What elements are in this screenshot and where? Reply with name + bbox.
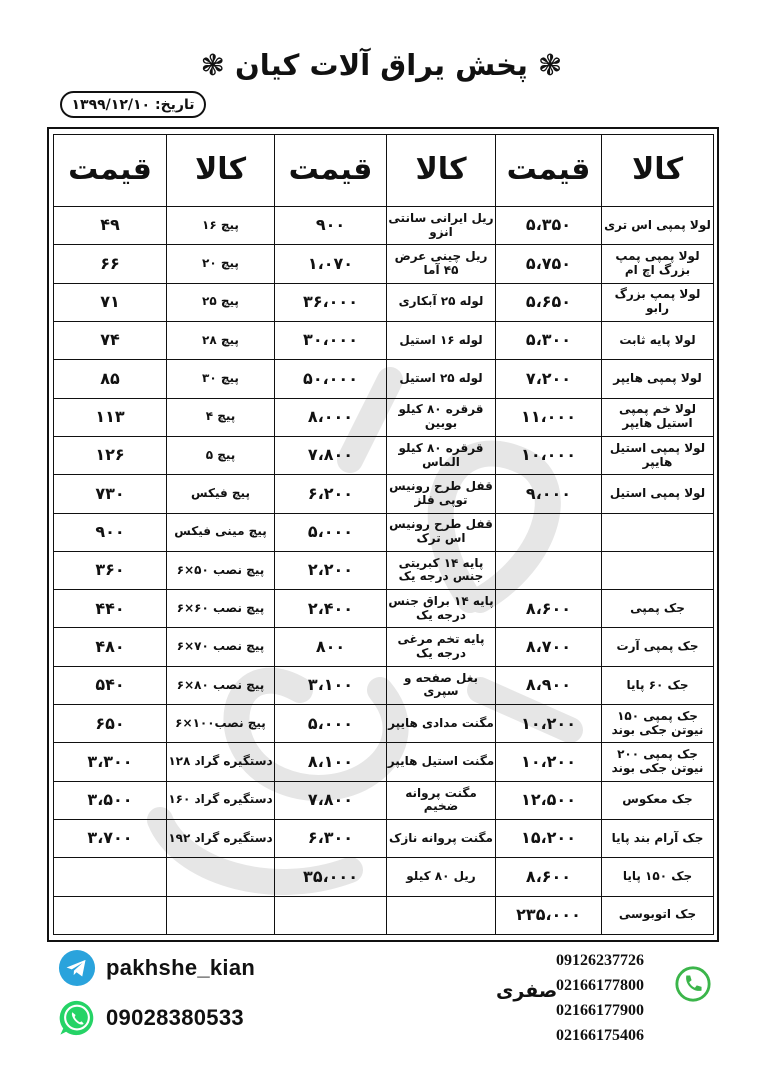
item-cell: قفل طرح رونیس اس ترک [387, 513, 496, 551]
column-header-item: کالا [167, 135, 275, 207]
item-cell: ریل ایرانی سانتی انزو [387, 207, 496, 245]
price-cell: ۶،۳۰۰ [275, 820, 387, 858]
whatsapp-number: 09028380533 [106, 1005, 244, 1030]
price-cell: ۵۴۰ [54, 666, 167, 704]
item-cell: پایه ۱۴ براق جنس درجه یک [387, 590, 496, 628]
item-cell: مگنت پروانه ضخیم [387, 781, 496, 819]
table-row [54, 781, 714, 819]
item-cell: پایه ۱۴ کبریتی جنس درجه یک [387, 551, 496, 589]
page-title: ❃ پخش یراق آلات کیان ❃ [200, 48, 563, 82]
price-cell: ۵،۰۰۰ [275, 513, 387, 551]
whatsapp-contact[interactable] [58, 998, 255, 1038]
table-row [54, 245, 714, 283]
price-cell: ۵،۳۵۰ [496, 207, 602, 245]
price-cell: ۲۳۵،۰۰۰ [496, 896, 602, 934]
item-cell [167, 896, 275, 934]
item-cell: دستگیره گراد ۱۹۲ [167, 820, 275, 858]
item-cell: لولا پمپی هایپر [602, 360, 714, 398]
item-cell: مگنت استیل هایپر [387, 743, 496, 781]
price-cell: ۱۰،۲۰۰ [496, 705, 602, 743]
price-cell: ۳۶،۰۰۰ [275, 283, 387, 321]
item-cell [387, 896, 496, 934]
item-cell: پیچ ۴ [167, 398, 275, 436]
item-cell: پایه تخم مرغی درجه یک [387, 628, 496, 666]
column-header-item: کالا [602, 135, 714, 207]
price-cell: ۸،۷۰۰ [496, 628, 602, 666]
item-cell: جک اتوبوسی [602, 896, 714, 934]
date-badge: تاریخ: ۱۳۹۹/۱۲/۱۰ [60, 91, 206, 118]
item-cell: پیچ نصب۱۰۰×۶ [167, 705, 275, 743]
item-cell [167, 858, 275, 896]
price-cell: ۸،۱۰۰ [275, 743, 387, 781]
price-cell: ۳،۵۰۰ [54, 781, 167, 819]
price-cell: ۳۶۰ [54, 551, 167, 589]
item-cell: مگنت مدادی هایپر [387, 705, 496, 743]
item-cell [602, 551, 714, 589]
price-cell: ۱،۰۷۰ [275, 245, 387, 283]
price-cell: ۳،۷۰۰ [54, 820, 167, 858]
price-cell: ۶۶ [54, 245, 167, 283]
price-cell: ۱۲۶ [54, 436, 167, 474]
column-header-price: قیمت [54, 135, 167, 207]
price-cell: ۸۵ [54, 360, 167, 398]
price-cell: ۱۱،۰۰۰ [496, 398, 602, 436]
phone-icon [674, 965, 712, 1003]
price-cell: ۱۱۳ [54, 398, 167, 436]
item-cell: لولا پمپی اس تری [602, 207, 714, 245]
price-cell: ۸،۶۰۰ [496, 590, 602, 628]
item-cell: لولا پایه ثابت [602, 321, 714, 359]
item-cell: پیچ ۲۵ [167, 283, 275, 321]
table-row [54, 820, 714, 858]
price-cell: ۳۰،۰۰۰ [275, 321, 387, 359]
price-cell: ۹۰۰ [275, 207, 387, 245]
item-cell: جک معکوس [602, 781, 714, 819]
price-cell: ۵،۰۰۰ [275, 705, 387, 743]
phone-number[interactable]: 02166177800 [556, 977, 644, 994]
table-row [54, 551, 714, 589]
table-row [54, 360, 714, 398]
telegram-handle: pakhshe_kian [106, 955, 256, 980]
phone-number[interactable]: 09126237726 [556, 952, 644, 969]
price-cell: ۴۸۰ [54, 628, 167, 666]
table-row [54, 666, 714, 704]
item-cell: پیچ نصب ۷۰×۶ [167, 628, 275, 666]
item-cell: جک پمپی [602, 590, 714, 628]
table-row [54, 896, 714, 934]
item-cell: پیچ مینی فیکس [167, 513, 275, 551]
column-header-item: کالا [387, 135, 496, 207]
price-cell: ۱۵،۲۰۰ [496, 820, 602, 858]
phone-number[interactable]: 02166175406 [556, 1027, 644, 1044]
social-contacts [58, 948, 255, 1048]
phone-number[interactable]: 02166177900 [556, 1002, 644, 1019]
item-cell: پیچ نصب ۶۰×۶ [167, 590, 275, 628]
item-cell: دستگیره گراد ۱۶۰ [167, 781, 275, 819]
item-cell: پیچ ۲۸ [167, 321, 275, 359]
table-body [54, 207, 714, 935]
item-cell: لوله ۲۵ استیل [387, 360, 496, 398]
item-cell: پیچ ۵ [167, 436, 275, 474]
item-cell: لولا پمپی استیل هایپر [602, 436, 714, 474]
item-cell: لولا پمپ بزرگ رابو [602, 283, 714, 321]
table-row [54, 743, 714, 781]
price-cell: ۵،۷۵۰ [496, 245, 602, 283]
phone-list [556, 948, 666, 1048]
price-cell: ۸،۰۰۰ [275, 398, 387, 436]
price-cell: ۳،۱۰۰ [275, 666, 387, 704]
item-cell: پیچ فیکس [167, 475, 275, 513]
table-row [54, 705, 714, 743]
price-cell: ۷،۲۰۰ [496, 360, 602, 398]
item-cell: قرقره ۸۰ کیلو الماس [387, 436, 496, 474]
table-row [54, 207, 714, 245]
table-row [54, 590, 714, 628]
price-cell: ۳۵،۰۰۰ [275, 858, 387, 896]
item-cell: جک ۶۰ پایا [602, 666, 714, 704]
price-cell: ۷،۸۰۰ [275, 436, 387, 474]
item-cell: پیچ ۱۶ [167, 207, 275, 245]
price-cell: ۸،۹۰۰ [496, 666, 602, 704]
price-cell: ۸،۶۰۰ [496, 858, 602, 896]
price-cell: ۶،۲۰۰ [275, 475, 387, 513]
item-cell: مگنت پروانه نازک [387, 820, 496, 858]
item-cell: پیچ ۲۰ [167, 245, 275, 283]
table-row [54, 283, 714, 321]
price-cell: ۵،۶۵۰ [496, 283, 602, 321]
price-cell: ۶۵۰ [54, 705, 167, 743]
contact-name: صفری [496, 980, 558, 1002]
item-cell: بغل صفحه و سپری [387, 666, 496, 704]
telegram-contact[interactable] [58, 948, 255, 988]
price-cell: ۵۰،۰۰۰ [275, 360, 387, 398]
table-header-row [54, 135, 714, 207]
price-cell [54, 896, 167, 934]
price-cell: ۷۱ [54, 283, 167, 321]
price-cell: ۷۴ [54, 321, 167, 359]
price-cell: ۸۰۰ [275, 628, 387, 666]
price-cell [275, 896, 387, 934]
table-row [54, 628, 714, 666]
item-cell: پیچ نصب ۵۰×۶ [167, 551, 275, 589]
item-cell: جک پمپی ۲۰۰ نیوتن جکی بوند [602, 743, 714, 781]
whatsapp-icon [58, 999, 96, 1037]
item-cell: ریل ۸۰ کیلو [387, 858, 496, 896]
price-cell: ۷۳۰ [54, 475, 167, 513]
item-cell: لوله ۲۵ آبکاری [387, 283, 496, 321]
table-row [54, 321, 714, 359]
item-cell: جک پمپی ۱۵۰ نیوتن جکی بوند [602, 705, 714, 743]
price-cell: ۱۰،۲۰۰ [496, 743, 602, 781]
price-cell: ۹،۰۰۰ [496, 475, 602, 513]
price-cell: ۴۴۰ [54, 590, 167, 628]
price-cell: ۱۲،۵۰۰ [496, 781, 602, 819]
item-cell [602, 513, 714, 551]
price-cell: ۱۰،۰۰۰ [496, 436, 602, 474]
item-cell: پیچ ۳۰ [167, 360, 275, 398]
table-row [54, 475, 714, 513]
price-cell: ۹۰۰ [54, 513, 167, 551]
price-cell: ۲،۴۰۰ [275, 590, 387, 628]
item-cell: دستگیره گراد ۱۲۸ [167, 743, 275, 781]
column-header-price: قیمت [496, 135, 602, 207]
price-cell: ۵،۳۰۰ [496, 321, 602, 359]
price-cell [496, 551, 602, 589]
table-row [54, 513, 714, 551]
price-cell: ۷،۸۰۰ [275, 781, 387, 819]
item-cell: جک ۱۵۰ پایا [602, 858, 714, 896]
item-cell: قرقره ۸۰ کیلو بوبین [387, 398, 496, 436]
price-cell [496, 513, 602, 551]
telegram-icon [58, 949, 96, 987]
item-cell: قفل طرح رونیس توپی فلز [387, 475, 496, 513]
table-row [54, 398, 714, 436]
item-cell: جک آرام بند پایا [602, 820, 714, 858]
price-cell: ۳،۳۰۰ [54, 743, 167, 781]
column-header-price: قیمت [275, 135, 387, 207]
table-row [54, 436, 714, 474]
item-cell: لوله ۱۶ استیل [387, 321, 496, 359]
item-cell: لولا پمپی پمپ بزرگ اچ ام [602, 245, 714, 283]
price-cell: ۲،۲۰۰ [275, 551, 387, 589]
price-cell: ۴۹ [54, 207, 167, 245]
item-cell: جک پمپی آرت [602, 628, 714, 666]
item-cell: لولا پمپی استیل [602, 475, 714, 513]
item-cell: لولا خم پمپی استیل هایپر [602, 398, 714, 436]
table-row [54, 858, 714, 896]
price-table [53, 134, 714, 935]
price-cell [54, 858, 167, 896]
item-cell: ریل چینی عرض ۴۵ آما [387, 245, 496, 283]
item-cell: پیچ نصب ۸۰×۶ [167, 666, 275, 704]
